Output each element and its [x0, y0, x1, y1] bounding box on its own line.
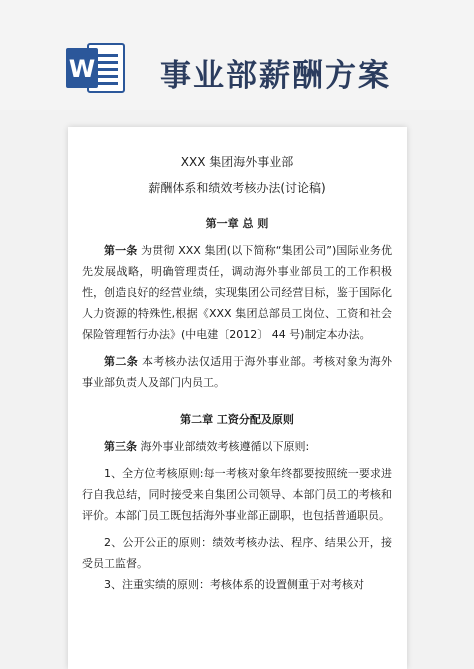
article-2: [82, 351, 392, 393]
document-title-line-1: XXX 集团海外事业部: [180, 155, 294, 169]
article-3-label: 第三条: [104, 440, 137, 453]
banner-title: 事业部薪酬方案: [160, 58, 391, 94]
article-2-text: 本考核办法仅适用于海外事业部。考核对象为海外事业部负责人及部门内员工。: [82, 355, 392, 389]
principle-3: 3、注重实绩的原则：考核体系的设置侧重于对考核对: [104, 578, 364, 591]
word-icon: [66, 40, 126, 96]
article-3-text: 海外事业部绩效考核遵循以下原则:: [137, 440, 310, 453]
article-3: [82, 436, 392, 457]
banner: [0, 0, 474, 110]
principle-1: 1、全方位考核原则:每一考核对象年终都要按照统一要求进行自我总结，同时接受来自集团公司领导、本部门员工的考核和评价。本部门员工既包括海外事业部正副职，也包括普通职员。: [82, 467, 392, 522]
word-icon-letter: W: [68, 55, 96, 83]
chapter-2-heading: 第二章 工资分配及原则: [180, 413, 294, 426]
principle-2: 2、公开公正的原则：绩效考核办法、程序、结果公开，接受员工监督。: [82, 536, 392, 570]
chapter-1-heading: 第一章 总 则: [205, 217, 269, 230]
document-title-line-2: 薪酬体系和绩效考核办法(讨论稿): [148, 181, 326, 195]
article-1-label: 第一条: [104, 244, 138, 257]
article-1: [82, 240, 392, 345]
article-2-label: 第二条: [104, 355, 139, 368]
document-content: [82, 145, 392, 595]
article-1-text: 为贯彻 XXX 集团(以下简称“集团公司”)国际业务优先发展战略，明确管理责任，调动海外事业部员工的工作积极性，创造良好的经营业绩，实现集团公司经营目标，鉴于国际化人力资源的特殊性,根据《XXX 集团总部员工岗位、工资和社会保险管理暂行办法》(中电建〔2012〕 44 号)制定本办法。: [82, 244, 392, 341]
